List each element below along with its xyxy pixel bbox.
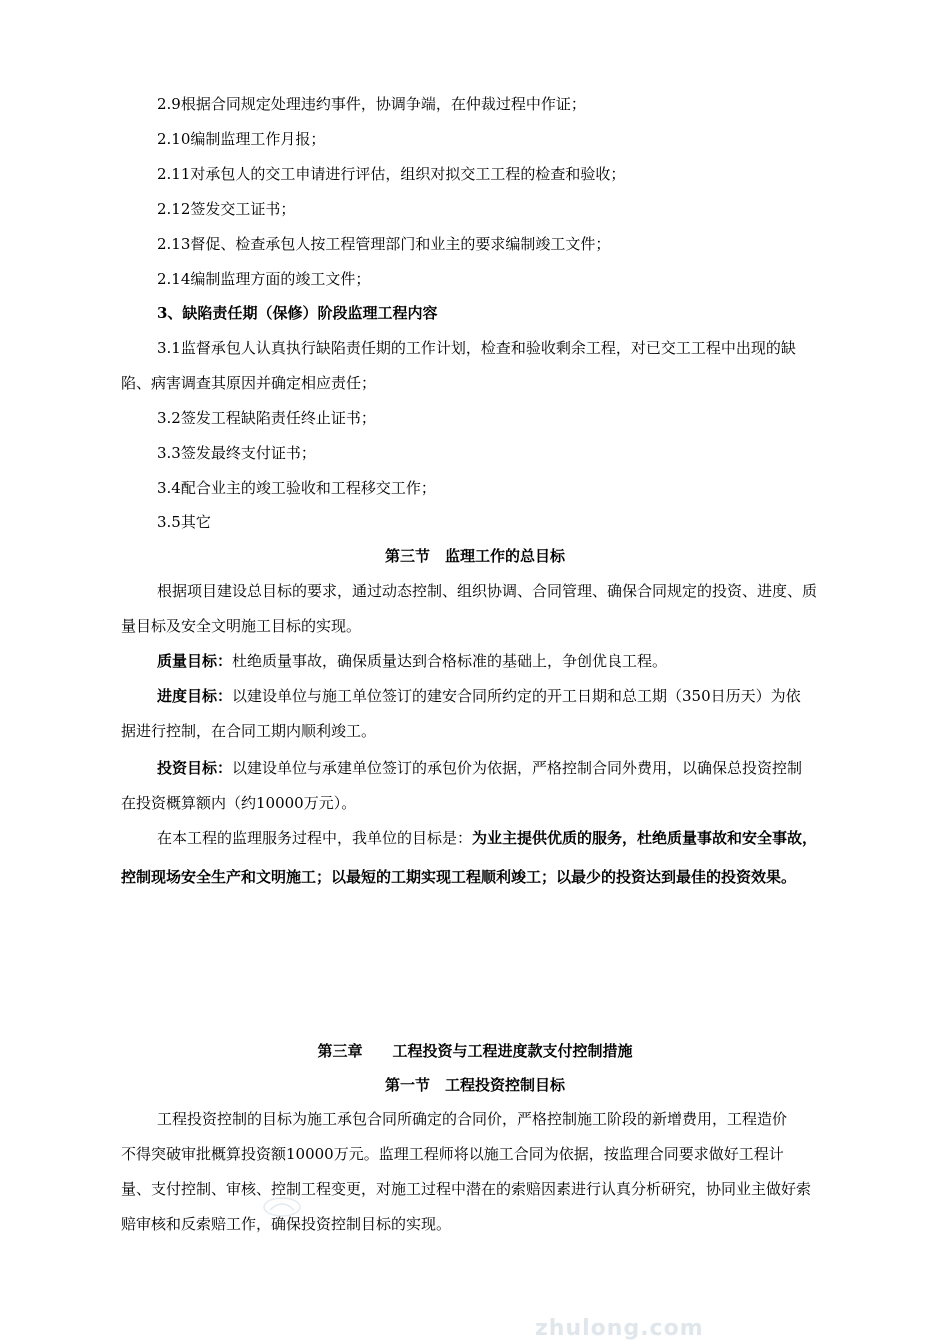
item-3-1-line1: 3.1监督承包人认真执行缺陷责任期的工作计划，检查和验收剩余工程，对已交工工程中出现的缺 (157, 339, 796, 357)
item-3-1-line2: 陷、病害调查其原因并确定相应责任； (121, 374, 377, 392)
heading-3: 3、缺陷责任期（保修）阶段监理工程内容 (157, 304, 438, 322)
invest-text-line2: 在投资概算额内（约10000万元）。 (121, 794, 357, 812)
service-bold-line2: 控制现场安全生产和文明施工；以最短的工期实现工程顺利竣工；以最少的投资达到最佳的投资效果。 (121, 868, 797, 886)
service-bold-line1: 为业主提供优质的服务，杜绝质量事故和安全事故， (472, 829, 818, 847)
quality-text: 杜绝质量事故，确保质量达到合格标准的基础上，争创优良工程。 (232, 652, 668, 670)
item-2-14: 2.14编制监理方面的竣工文件； (157, 270, 371, 288)
progress-text-line2: 据进行控制，在合同工期内顺利竣工。 (121, 722, 377, 740)
invest-text-line1: 以建设单位与承建单位签订的承包价为依据，严格控制合同外费用，以确保总投资控制 (232, 759, 803, 777)
progress-goal (157, 685, 880, 707)
invest-goal (157, 757, 880, 779)
item-3-3: 3.3签发最终支付证书； (157, 444, 316, 462)
invest-para-line3: 量、支付控制、审核、控制工程变更，对施工过程中潜在的索赔因素进行认真分析研究，协同业主做好索 (121, 1180, 812, 1198)
quality-label: 质量目标： (157, 652, 233, 670)
item-2-11: 2.11对承包人的交工申请进行评估，组织对拟交工工程的检查和验收； (157, 165, 626, 183)
service-goal (157, 827, 880, 849)
section-3-title: 第三节 监理工作的总目标 (384, 547, 565, 565)
watermark-text: zhulong.com (535, 1316, 704, 1341)
progress-text-line1: 以建设单位与施工单位签订的建安合同所约定的开工日期和总工期（350日历天）为依 (232, 687, 801, 705)
invest-para-line1: 工程投资控制的目标为施工承包合同所确定的合同价，严格控制施工阶段的新增费用，工程造价 (157, 1110, 788, 1128)
item-2-9: 2.9根据合同规定处理违约事件，协调争端，在仲裁过程中作证； (157, 95, 586, 113)
item-2-12: 2.12签发交工证书； (157, 200, 296, 218)
item-2-10: 2.10编制监理工作月报； (157, 130, 326, 148)
watermark-logo-icon (262, 1196, 302, 1218)
goal-intro-line2: 量目标及安全文明施工目标的实现。 (121, 617, 362, 635)
quality-goal (157, 650, 880, 672)
section-1-title: 第一节 工程投资控制目标 (384, 1076, 565, 1094)
invest-para-line2: 不得突破审批概算投资额10000万元。监理工程师将以施工合同为依据，按监理合同要求做好工程计 (121, 1145, 784, 1163)
item-3-2: 3.2签发工程缺陷责任终止证书； (157, 409, 376, 427)
item-3-5: 3.5其它 (157, 513, 211, 531)
invest-label: 投资目标： (157, 759, 233, 777)
item-3-4: 3.4配合业主的竣工验收和工程移交工作； (157, 479, 436, 497)
chapter-3-title: 第三章 工程投资与工程进度款支付控制措施 (317, 1042, 633, 1060)
item-2-13: 2.13督促、检查承包人按工程管理部门和业主的要求编制竣工文件； (157, 235, 611, 253)
service-prefix: 在本工程的监理服务过程中，我单位的目标是： (157, 829, 473, 847)
progress-label: 进度目标： (157, 687, 233, 705)
goal-intro-line1: 根据项目建设总目标的要求，通过动态控制、组织协调、合同管理、确保合同规定的投资、进度、质 (157, 582, 818, 600)
invest-para-line4: 赔审核和反索赔工作，确保投资控制目标的实现。 (121, 1215, 452, 1233)
